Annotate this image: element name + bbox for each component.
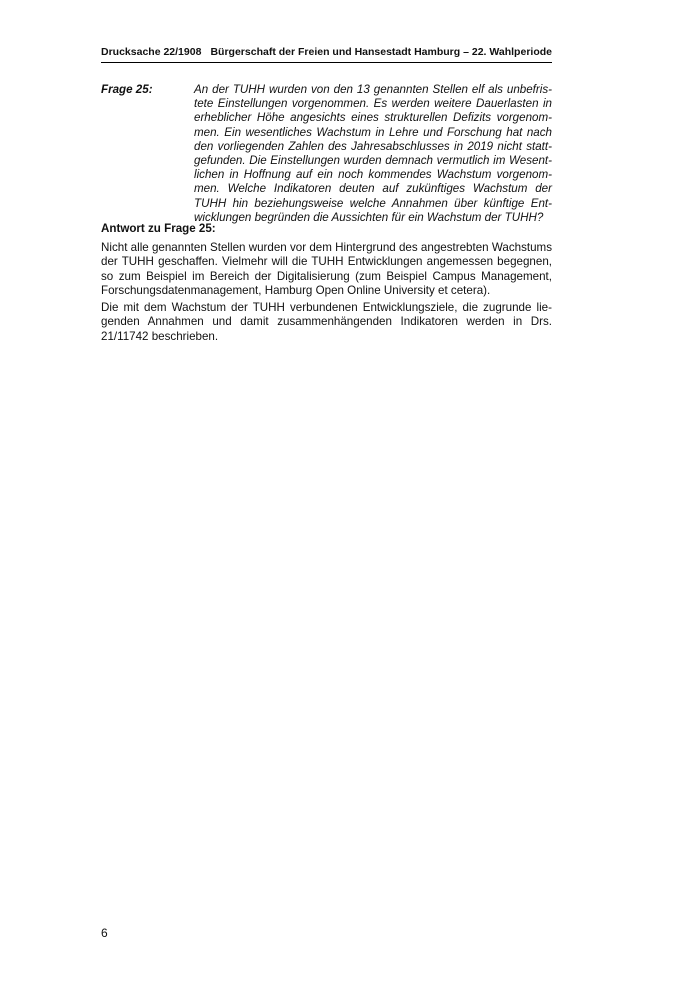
question-text (194, 83, 552, 225)
question-line: gefunden. Die Einstellungen wurden demnach vermutlich im Wesent- (194, 154, 552, 168)
document-number: Drucksache 22/1908 (101, 46, 202, 58)
answer-paragraph-2 (101, 301, 552, 344)
paragraph-line: Forschungsdatenmanagement, Hamburg Open Online University et cetera). (101, 284, 491, 298)
paragraph-line: so zum Beispiel im Bereich der Digitalisierung (zum Beispiel Campus Management, (101, 269, 552, 283)
answer-paragraph-1 (101, 241, 552, 299)
paragraph-line: der TUHH geschaffen. Vielmehr will die TUHH Entwicklungen angemessen begegnen, (101, 255, 552, 269)
question-line: tete Einstellungen vorgenommen. Es werden weitere Dauerlasten in (194, 97, 552, 111)
question-line: erheblicher Höhe angesichts eines strukturellen Defizits vorgenom- (194, 111, 552, 125)
question-line: den vorliegenden Zahlen des Jahresabschlusses in 2019 nicht statt- (194, 139, 552, 153)
answer-heading: Antwort zu Frage 25: (101, 222, 216, 235)
question-line: TUHH hin beziehungsweise welche Annahmen über künftige Ent- (194, 196, 552, 210)
question-line: wicklungen begründen die Aussichten für ein Wachstum der TUHH? (194, 210, 544, 224)
page-number: 6 (101, 926, 108, 940)
question-line: An der TUHH wurden von den 13 genannten Stellen elf als unbefris- (194, 83, 552, 96)
question-line: lichen in Hoffnung auf ein noch kommendes Wachstum vorgenom- (194, 168, 552, 182)
parliament-title: Bürgerschaft der Freien und Hansestadt Hamburg – 22. Wahlperiode (210, 46, 552, 58)
paragraph-line: Nicht alle genannten Stellen wurden vor dem Hintergrund des angestrebten Wachstums (101, 241, 552, 254)
question-label: Frage 25: (101, 83, 153, 96)
paragraph-line: genden Annahmen und damit zusammenhängenden Indikatoren werden in Drs. (101, 315, 552, 329)
question-line: men. Welche Indikatoren deuten auf zukünftiges Wachstum der (194, 182, 552, 196)
paragraph-line: Die mit dem Wachstum der TUHH verbundenen Entwicklungsziele, die zugrunde lie- (101, 301, 552, 314)
paragraph-line: 21/11742 beschrieben. (101, 329, 219, 343)
question-line: men. Ein wesentliches Wachstum in Lehre und Forschung hat nach (194, 125, 552, 139)
page-header (101, 45, 552, 63)
